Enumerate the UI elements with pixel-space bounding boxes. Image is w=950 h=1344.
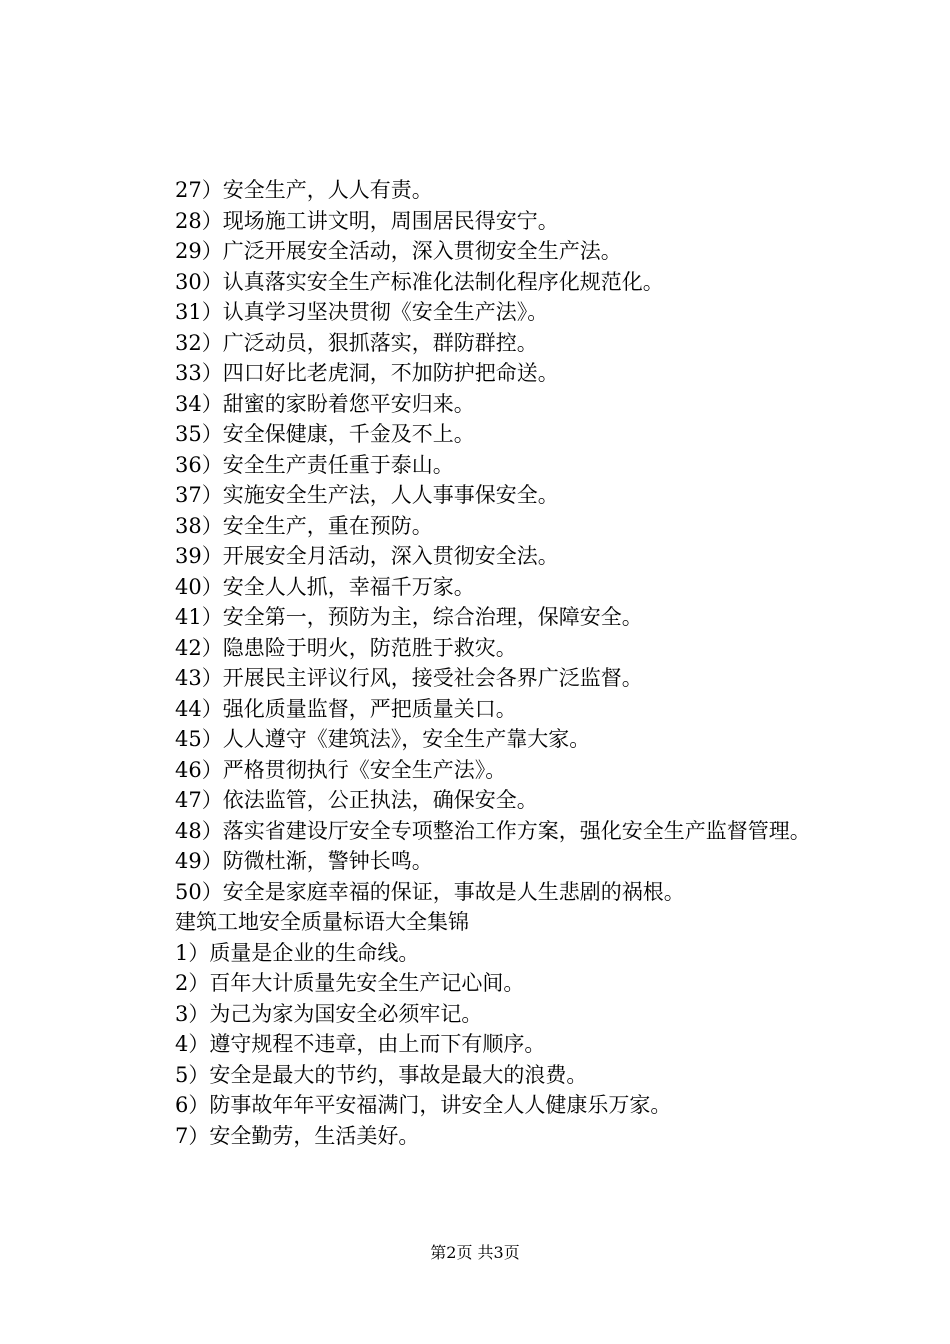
text-line: 27）安全生产，人人有责。 xyxy=(175,178,433,202)
text-line: 3）为己为家为国安全必须牢记。 xyxy=(175,1001,483,1026)
text-line: 1）质量是企业的生命线。 xyxy=(175,940,420,965)
text-line: 2）百年大计质量先安全生产记心间。 xyxy=(175,971,525,995)
text-line: 33）四口好比老虎洞，不加防护把命送。 xyxy=(175,361,559,385)
text-line: 5）安全是最大的节约，事故是最大的浪费。 xyxy=(175,1062,588,1087)
text-line: 44）强化质量监督，严把质量关口。 xyxy=(175,696,517,721)
text-line: 39）开展安全月活动，深入贯彻安全法。 xyxy=(175,544,559,568)
text-line: 42）隐患险于明火，防范胜于救灾。 xyxy=(175,635,517,660)
text-line: 40）安全人人抓，幸福千万家。 xyxy=(175,574,475,599)
text-line: 37）实施安全生产法，人人事事保安全。 xyxy=(175,483,559,507)
text-line: 7）安全勤劳，生活美好。 xyxy=(175,1123,420,1148)
section-heading: 建筑工地安全质量标语大全集锦 xyxy=(175,910,469,934)
page-footer: 第2页 共3页 xyxy=(430,1243,520,1262)
text-line: 34）甜蜜的家盼着您平安归来。 xyxy=(175,391,475,416)
text-line: 36）安全生产责任重于泰山。 xyxy=(175,452,454,477)
text-line: 28）现场施工讲文明，周围居民得安宁。 xyxy=(175,208,559,233)
text-line: 30）认真落实安全生产标准化法制化程序化规范化。 xyxy=(175,269,664,294)
text-line: 45）人人遵守《建筑法》，安全生产靠大家。 xyxy=(175,727,591,751)
text-line: 4）遵守规程不违章，由上而下有顺序。 xyxy=(175,1032,546,1056)
text-line: 49）防微杜渐，警钟长鸣。 xyxy=(175,849,433,873)
text-line: 50）安全是家庭幸福的保证，事故是人生悲剧的祸根。 xyxy=(175,879,685,904)
text-line: 47）依法监管，公正执法，确保安全。 xyxy=(175,788,538,812)
text-line: 43）开展民主评议行风，接受社会各界广泛监督。 xyxy=(175,666,643,690)
text-line: 46）严格贯彻执行《安全生产法》。 xyxy=(175,757,507,782)
text-line: 6）防事故年年平安福满门，讲安全人人健康乐万家。 xyxy=(175,1093,672,1117)
text-line: 41）安全第一，预防为主，综合治理，保障安全。 xyxy=(175,605,643,629)
text-line: 31）认真学习坚决贯彻《安全生产法》。 xyxy=(175,300,549,324)
text-line: 29）广泛开展安全活动，深入贯彻安全生产法。 xyxy=(175,239,622,263)
text-line: 38）安全生产，重在预防。 xyxy=(175,513,433,538)
text-line: 32）广泛动员，狠抓落实，群防群控。 xyxy=(175,330,538,355)
document-body xyxy=(131,175,831,1151)
text-line: 35）安全保健康，千金及不上。 xyxy=(175,422,475,446)
text-line: 48）落实省建设厅安全专项整治工作方案，强化安全生产监督管理。 xyxy=(175,818,811,843)
